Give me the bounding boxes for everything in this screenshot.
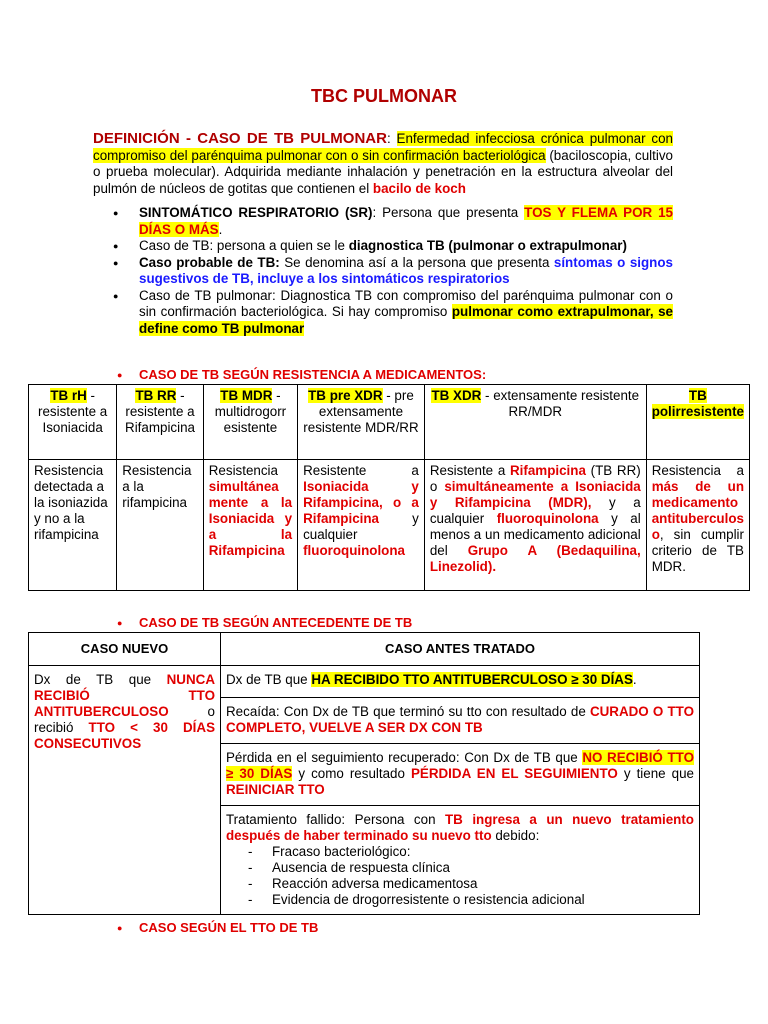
cell-text: o recibió	[34, 704, 215, 735]
cell-text: Resistente a	[303, 463, 419, 478]
probable-text: Se denomina así a la persona que presenta	[279, 254, 554, 270]
cell-text: y a cualquier	[429, 495, 641, 526]
table-row	[29, 666, 700, 698]
header-bold: TB RR	[135, 388, 177, 403]
cell-highlight: NO RECIBIÓ TTO ≥ 30 DÍAS	[226, 750, 694, 781]
list-item	[93, 255, 673, 288]
cell-text: y como resultado	[292, 766, 411, 781]
header-rest: - extensamente resistente RR/MDR	[481, 388, 640, 419]
cell-red: simultáneamente a Isoniacida y Rifampicina (MDR),	[429, 479, 641, 510]
cell-red: simultánea mente a la Isoniacida y a la Rifampicina	[208, 479, 293, 558]
section-resistencia-heading	[117, 367, 486, 384]
cell-text: Dx de TB que	[226, 672, 312, 687]
resistance-table	[28, 384, 750, 591]
header-rest: - resistente a Isoniacida	[38, 388, 108, 435]
cell-text: Pérdida en el seguimiento recuperado: Con Dx de TB que	[226, 750, 583, 765]
cell-text: Resistencia a	[651, 463, 744, 478]
probable-blue: síntomas o signos sugestivos de TB, incluye a los sintomáticos respiratorios	[139, 254, 673, 286]
header-rest: - multidrogorr esistente	[214, 388, 287, 435]
sr-text: : Persona que presenta	[372, 205, 525, 220]
cell-caso-nuevo	[29, 666, 221, 915]
probable-label: Caso probable de TB:	[139, 254, 280, 270]
cell-red: fluoroquinolona	[303, 543, 405, 558]
table-row	[29, 460, 750, 591]
cell-pre-xdr	[298, 460, 425, 591]
cell-mdr	[203, 460, 297, 591]
list-item: - Evidencia de drogorresistente o resistencia adicional	[248, 892, 694, 908]
list-item: - Fracaso bacteriológico:	[248, 844, 694, 860]
cell-text: debido:	[491, 828, 540, 843]
section-tto-heading	[117, 920, 318, 937]
cell-recibido	[221, 666, 700, 698]
header-cell	[203, 385, 297, 460]
caso-bold: diagnostica TB (pulmonar o extrapulmonar)	[348, 238, 627, 253]
header-cell	[29, 385, 117, 460]
header-bold: TB pre XDR	[308, 388, 383, 403]
header-bold: TB rH	[50, 388, 87, 403]
cell-fallido	[221, 806, 700, 915]
list-item	[93, 288, 673, 338]
header-cell	[298, 385, 425, 460]
cell-red: más de un medicamento antituberculos o	[651, 479, 744, 542]
page-title: TBC PULMONAR	[311, 86, 457, 106]
cell-highlight: HA RECIBIDO TTO ANTITUBERCULOSO ≥ 30 DÍAS	[311, 672, 633, 687]
cell-red: PÉRDIDA EN EL SEGUIMIENTO	[410, 766, 618, 781]
cell-text: , sin cumplir criterio de TB MDR.	[651, 527, 744, 574]
definition-colon: :	[386, 131, 397, 146]
cell-red: fluoroquinolona	[496, 511, 599, 526]
cell-text: y al menos a un medicamento adicional del	[429, 511, 641, 558]
cell-red: Rifampicina	[510, 463, 586, 478]
sr-label: SINTOMÁTICO RESPIRATORIO (SR)	[139, 205, 373, 220]
cell-red: REINICIAR TTO	[226, 782, 325, 797]
definition-text: (baciloscopia, cultivo o prueba molecular). Adquirida mediante inhalación y penetración en la estructura alveolar del pulmón de núcleos de gotitas que contienen el	[93, 147, 673, 196]
table-header-row	[29, 385, 750, 460]
pulmonar-highlight: pulmonar como extrapulmonar, se define como TB pulmonar	[139, 304, 673, 336]
list-item: - Reacción adversa medicamentosa	[248, 876, 694, 892]
antecedente-table	[28, 632, 700, 915]
cell-text: (TB RR) o	[429, 463, 641, 494]
col-caso-nuevo: CASO NUEVO	[29, 633, 221, 666]
cell-rr: Resistencia a la rifampicina	[117, 460, 204, 591]
cell-recaida	[221, 698, 700, 744]
cell-red: Grupo A (Bedaquilina, Linezolid).	[429, 543, 641, 574]
cell-text: Resistente a	[429, 463, 510, 478]
header-bold: TB MDR	[220, 388, 273, 403]
definition-list	[93, 205, 673, 337]
cell-red: CURADO O TTO COMPLETO, VUELVE A SER DX CON TB	[226, 704, 694, 735]
header-rest: - pre extensamente resistente MDR/RR	[303, 388, 419, 435]
header-bold: TB XDR	[431, 388, 482, 403]
cell-red: NUNCA RECIBIÓ TTO ANTITUBERCULOSO	[34, 672, 215, 719]
cell-text: .	[632, 672, 637, 687]
fallido-list	[226, 844, 694, 908]
list-item: - Ausencia de respuesta clínica	[248, 860, 694, 876]
cell-text: y cualquier	[303, 511, 419, 542]
sr-end: .	[218, 221, 223, 237]
cell-text: Resistencia	[208, 463, 278, 478]
definition-heading: DEFINICIÓN - CASO DE TB PULMONAR	[93, 130, 387, 147]
list-item	[93, 205, 673, 238]
table-header-row	[29, 633, 700, 666]
cell-red: TB ingresa a un nuevo tratamiento después de haber terminado su nuevo tto	[226, 812, 694, 843]
section-antecedente-heading	[117, 615, 412, 632]
header-cell	[117, 385, 204, 460]
definition-highlight: Enfermedad infecciosa crónica pulmonar con compromiso del parénquima pulmonar con o sin confirmación bacteriológica	[93, 131, 673, 163]
definition-paragraph	[93, 131, 673, 197]
cell-rh: Resistencia detectada a la isoniazida y no a la rifampicina	[29, 460, 117, 591]
cell-poli	[646, 460, 749, 591]
definition-bacilo: bacilo de koch	[372, 180, 466, 196]
section-antecedente-label: CASO DE TB SEGÚN ANTECEDENTE DE TB	[139, 615, 413, 630]
cell-red: Isoniacida y Rifampicina, o a Rifampicina	[303, 479, 419, 526]
header-cell	[646, 385, 749, 460]
cell-perdida	[221, 744, 700, 806]
caso-text: Caso de TB: persona a quien se le	[139, 238, 349, 253]
cell-text: Tratamiento fallido: Persona con	[226, 812, 445, 827]
list-item	[93, 238, 673, 255]
header-bold: TB polirresistente	[651, 388, 744, 419]
header-rest: - resistente a Rifampicina	[125, 388, 195, 435]
cell-red: TTO < 30 DÍAS CONSECUTIVOS	[34, 720, 215, 751]
pulmonar-text: Caso de TB pulmonar: Diagnostica TB con compromiso del parénquima pulmonar con o sin confirmación bacteriológica. Si hay compromiso	[139, 287, 673, 319]
col-caso-antes-tratado: CASO ANTES TRATADO	[221, 633, 700, 666]
section-resistencia-label: CASO DE TB SEGÚN RESISTENCIA A MEDICAMENTOS:	[139, 367, 487, 382]
header-cell	[424, 385, 646, 460]
cell-text: y tiene que	[617, 766, 694, 781]
cell-xdr	[424, 460, 646, 591]
sr-highlight: TOS Y FLEMA POR 15 DÍAS O MÁS	[139, 205, 673, 237]
section-tto-label: CASO SEGÚN EL TTO DE TB	[139, 920, 319, 935]
cell-text: Recaída: Con Dx de TB que terminó su tto con resultado de	[226, 704, 590, 719]
cell-text: Dx de TB que	[34, 672, 167, 687]
